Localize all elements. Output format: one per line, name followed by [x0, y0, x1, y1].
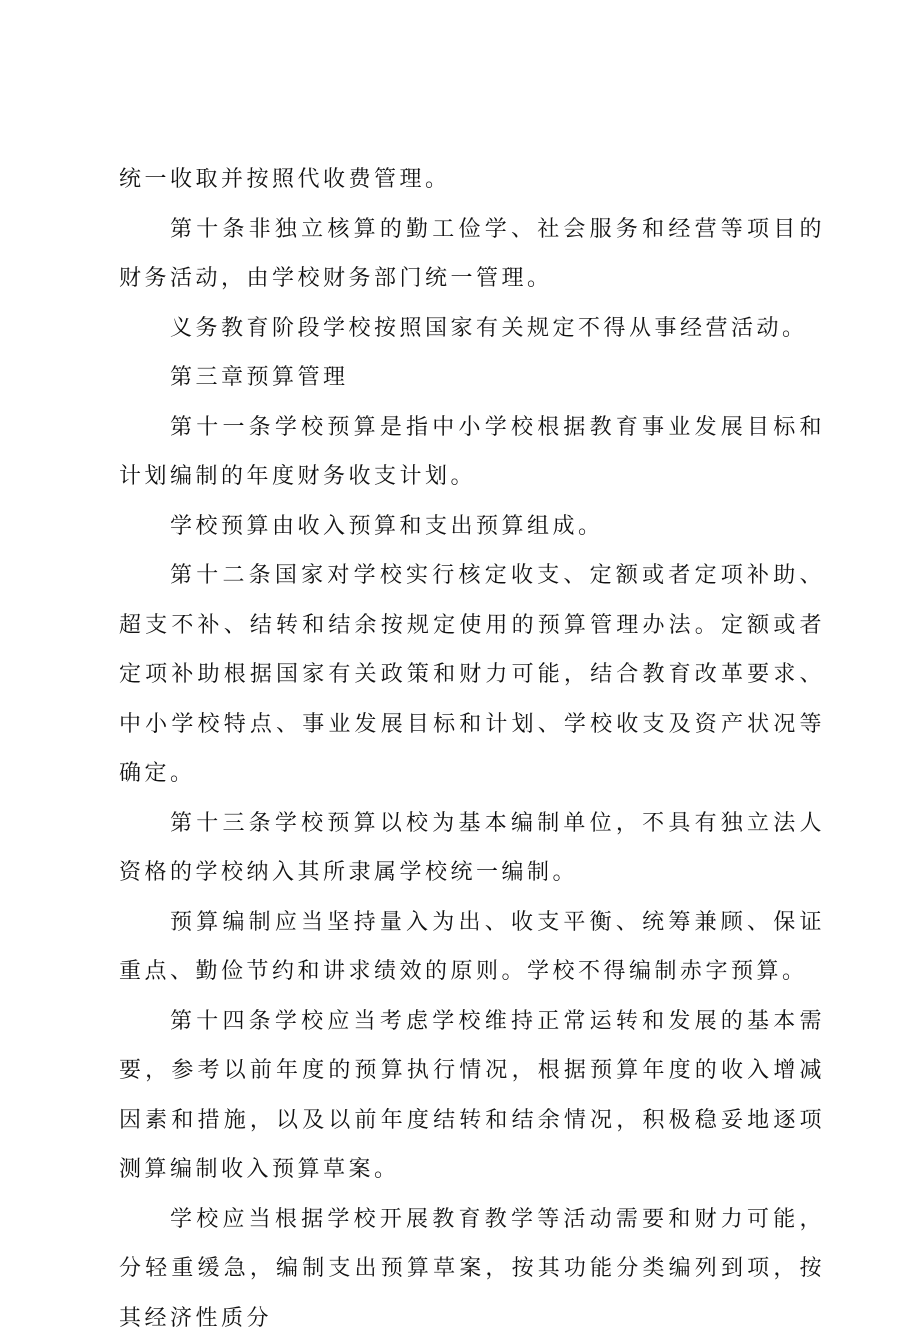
document-body: [119, 155, 825, 1343]
paragraph-article-14: 第十四条学校应当考虑学校维持正常运转和发展的基本需要，参考以前年度的预算执行情况，根据预算年度的收入增减因素和措施，以及以前年度结转和结余情况，积极稳妥地逐项测算编制收入预算草案。: [119, 997, 825, 1195]
paragraph-article-11: 第十一条学校预算是指中小学校根据教育事业发展目标和计划编制的年度财务收支计划。: [119, 403, 825, 502]
paragraph-compulsory-education: 义务教育阶段学校按照国家有关规定不得从事经营活动。: [119, 304, 825, 354]
chapter-heading: 第三章预算管理: [119, 353, 825, 403]
paragraph-expenditure-budget: 学校应当根据学校开展教育教学等活动需要和财力可能，分轻重缓急，编制支出预算草案，按其功能分类编列到项，按其经济性质分: [119, 1195, 825, 1343]
paragraph-article-12: 第十二条国家对学校实行核定收支、定额或者定项补助、超支不补、结转和结余按规定使用的预算管理办法。定额或者定项补助根据国家有关政策和财力可能，结合教育改革要求、中小学校特点、事业发展目标和计划、学校收支及资产状况等确定。: [119, 551, 825, 799]
paragraph-budget-composition: 学校预算由收入预算和支出预算组成。: [119, 502, 825, 552]
paragraph-budget-principles: 预算编制应当坚持量入为出、收支平衡、统筹兼顾、保证重点、勤俭节约和讲求绩效的原则。学校不得编制赤字预算。: [119, 898, 825, 997]
paragraph-article-10: 第十条非独立核算的勤工俭学、社会服务和经营等项目的财务活动，由学校财务部门统一管理。: [119, 205, 825, 304]
paragraph-continuation: 统一收取并按照代收费管理。: [119, 155, 825, 205]
paragraph-article-13: 第十三条学校预算以校为基本编制单位，不具有独立法人资格的学校纳入其所隶属学校统一编制。: [119, 799, 825, 898]
